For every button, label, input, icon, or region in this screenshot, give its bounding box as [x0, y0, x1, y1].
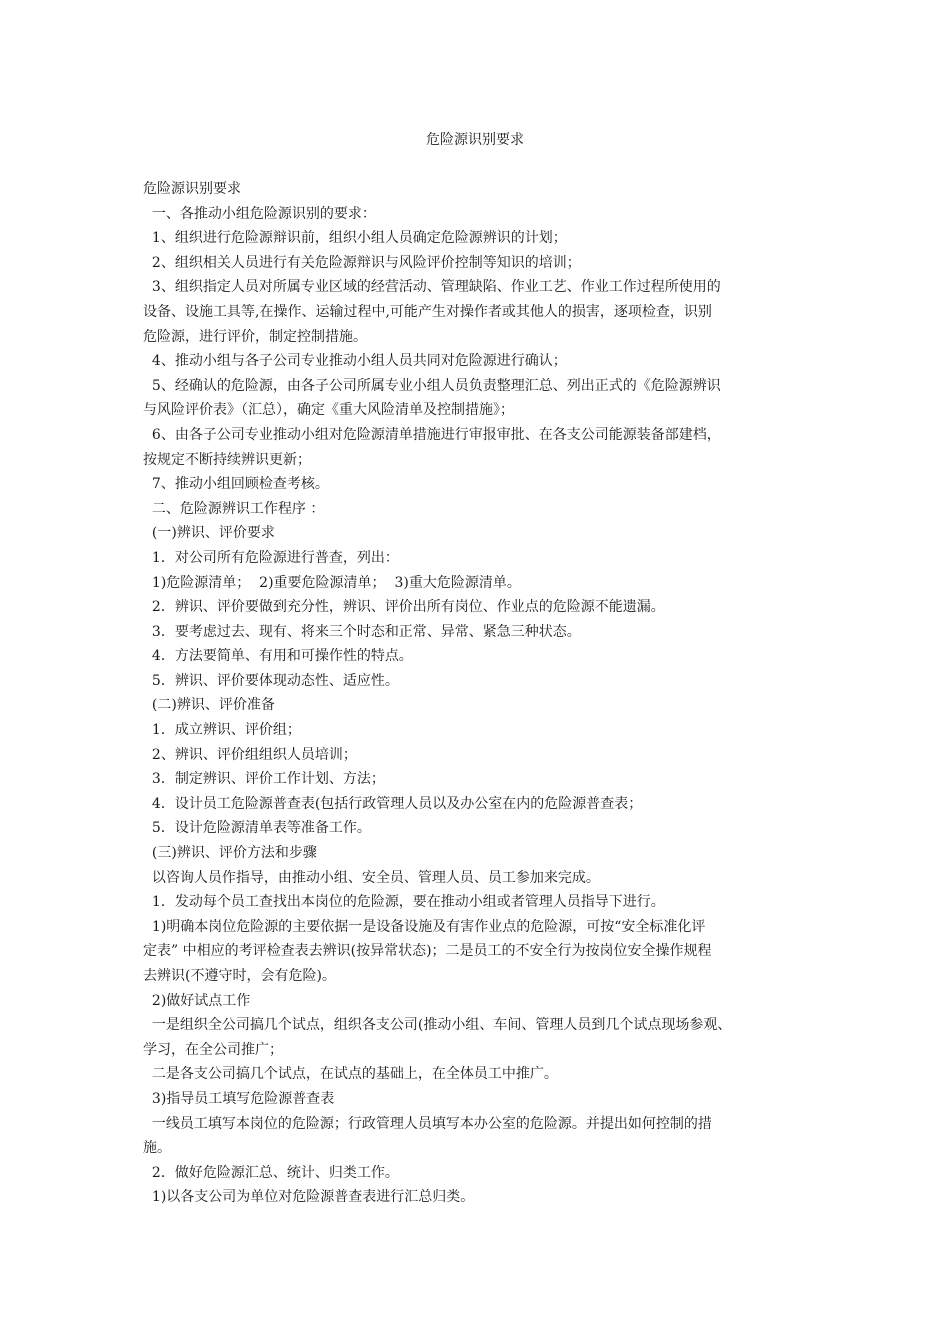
- body-line: 一是组织全公司搞几个试点，组织各支公司(推动小组、车间、管理人员到几个试点现场参观、: [143, 1017, 732, 1034]
- body-line: 4、推动小组与各子公司专业推动小组人员共同对危险源进行确认；: [143, 353, 567, 370]
- body-line: 危险源，进行评价，制定控制措施。: [143, 328, 367, 345]
- body-line: 危险源识别要求: [143, 181, 241, 197]
- body-line: 3．制定辨识、评价工作计划、方法；: [143, 771, 385, 788]
- body-line: 2、组织相关人员进行有关危险源辩识与风险评价控制等知识的培训；: [143, 254, 581, 271]
- document-body: [143, 177, 813, 1210]
- body-line: 5、经确认的危险源，由各子公司所属专业小组人员负责整理汇总、列出正式的《危险源辨识: [143, 377, 721, 394]
- body-line: 1．发动每个员工查找出本岗位的危险源，要在推动小组或者管理人员指导下进行。: [143, 894, 665, 911]
- body-line: (一)辨识、评价要求: [143, 525, 275, 542]
- body-line: 按规定不断持续辨识更新；: [143, 451, 311, 468]
- body-line: 3．要考虑过去、现有、将来三个时态和正常、异常、紧急三种状态。: [143, 623, 581, 640]
- body-line: 施。: [143, 1140, 171, 1157]
- body-line: 二是各支公司搞几个试点，在试点的基础上，在全体员工中推广。: [143, 1066, 558, 1083]
- body-line: 5．设计危险源清单表等准备工作。: [143, 820, 371, 837]
- body-line: 4．设计员工危险源普查表(包括行政管理人员以及办公室在内的危险源普查表；: [143, 795, 643, 812]
- body-line: 一、各推动小组危险源识别的要求：: [143, 205, 376, 222]
- body-line: 2．辨识、评价要做到充分性，辨识、评价出所有岗位、作业点的危险源不能遗漏。: [143, 599, 665, 616]
- body-line: 3、组织指定人员对所属专业区域的经营活动、管理缺陷、作业工艺、作业工作过程所使用的: [143, 279, 721, 296]
- body-line: 3)指导员工填写危险源普查表: [143, 1090, 335, 1107]
- body-line: 设备、设施工具等,在操作、运输过程中,可能产生对操作者或其他人的损害，逐项检查，识别: [143, 303, 712, 320]
- body-line: 4．方法要简单、有用和可操作性的特点。: [143, 648, 413, 665]
- body-line: 去辨识(不遵守时，会有危险)。: [143, 968, 336, 984]
- body-line: (三)辨识、评价方法和步骤: [143, 845, 317, 862]
- body-line: 1)明确本岗位危险源的主要依据一是设备设施及有害作业点的危险源，可按“安全标准化评: [143, 918, 706, 935]
- body-line: 2)做好试点工作: [143, 992, 251, 1009]
- body-line: 6、由各子公司专业推动小组对危险源清单措施进行审报审批、在各支公司能源装备部建档，: [143, 426, 721, 443]
- body-line: 学习，在全公司推广；: [143, 1041, 283, 1058]
- body-line: 2．做好危险源汇总、统计、归类工作。: [143, 1164, 399, 1181]
- body-line: 2、辨识、评价组组织人员培训；: [143, 746, 357, 763]
- document-title: 危险源识别要求: [426, 132, 524, 148]
- body-line: 1．对公司所有危险源进行普查，列出：: [143, 549, 399, 566]
- body-line: 二、危险源辨识工作程序 ：: [143, 500, 325, 517]
- body-line: 5．辨识、评价要体现动态性、适应性。: [143, 672, 399, 689]
- body-line: 一线员工填写本岗位的危险源；行政管理人员填写本办公室的危险源。并提出如何控制的措: [143, 1115, 712, 1132]
- body-line: 1．成立辨识、评价组；: [143, 722, 301, 739]
- body-line: 以咨询人员作指导，由推动小组、安全员、管理人员、员工参加来完成。: [143, 869, 600, 886]
- body-line: 1、组织进行危险源辩识前，组织小组人员确定危险源辨识的计划；: [143, 230, 567, 247]
- body-line: 与风险评价表》（汇总），确定《重大风险清单及控制措施》；: [143, 402, 514, 419]
- body-line: (二)辨识、评价准备: [143, 697, 275, 714]
- body-line: 1)危险源清单； 2)重要危险源清单； 3)重大危险源清单。: [143, 574, 521, 591]
- body-line: 1)以各支公司为单位对危险源普查表进行汇总归类。: [143, 1189, 475, 1206]
- body-line: 7、推动小组回顾检查考核。: [143, 476, 329, 493]
- body-line: 定表” 中相应的考评检查表去辨识(按异常状态)；二是员工的不安全行为按岗位安全操作规程: [143, 943, 712, 960]
